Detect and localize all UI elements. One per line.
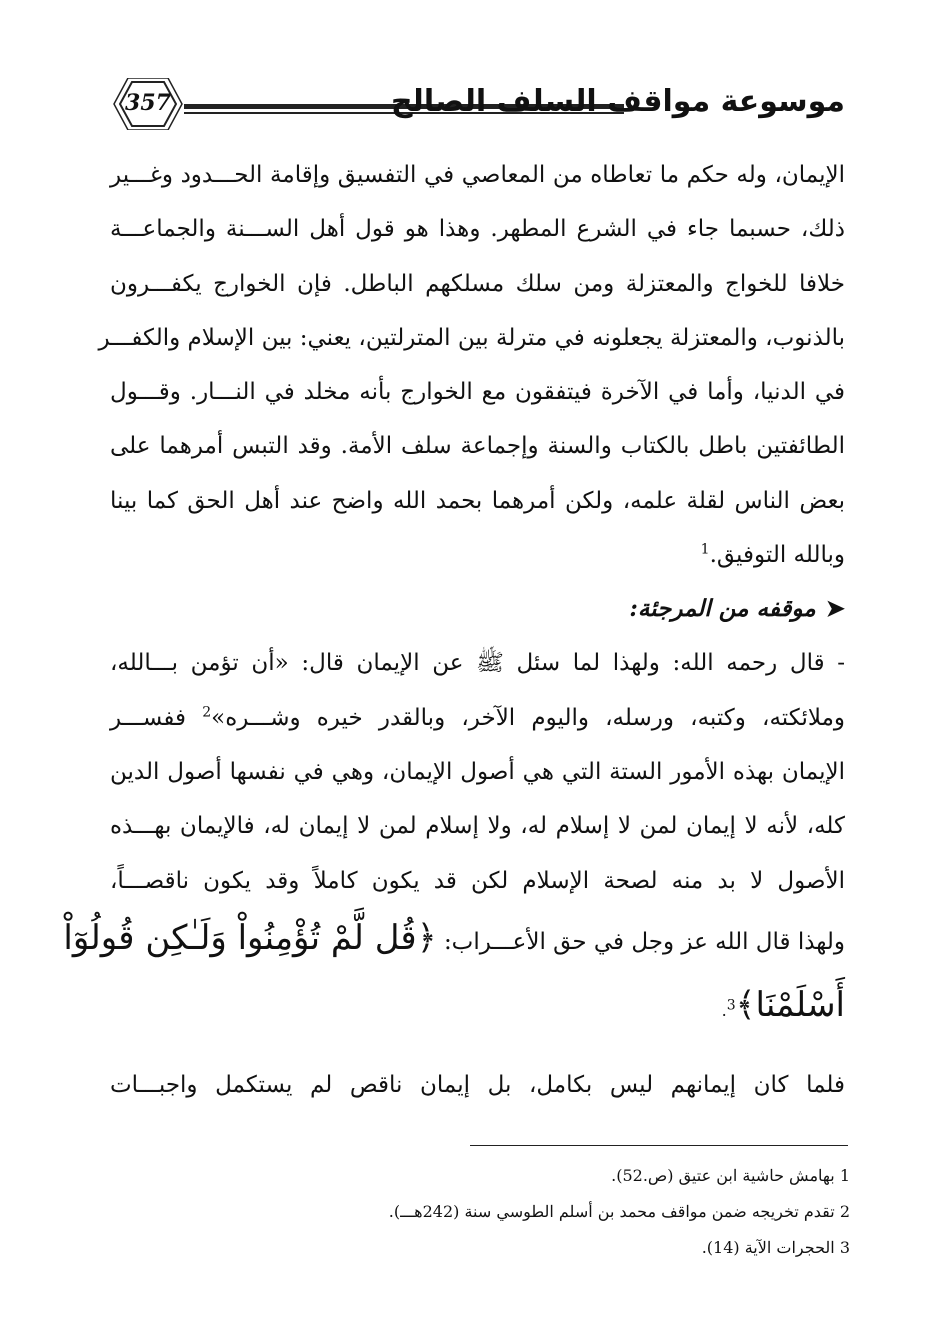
arrow-icon: ➤ [825,595,845,623]
footnotes [300,1158,850,1266]
text-segment: . [721,1000,727,1020]
footnote-divider [470,1145,848,1146]
page-header [110,70,845,140]
book-title: موسوعة مواقف السلف الصالح [390,84,845,119]
text-line: بالذنوب، والمعتزلة يجعلونه في مترلة بين المترلتين، يعني: بين الإسلام والكفـــر [98,324,845,351]
footnote: 1 بهامش حاشية ابن عتيق (ص.52). [611,1166,850,1185]
page-number-badge [110,78,186,130]
footnote-ref-3: 3 [726,997,736,1014]
paragraph-gap [110,1038,845,1058]
text-line: خلافا للخواج والمعتزلة ومن سلك مسلكهم الباطل. فإن الخوارج يكفـــرون [110,270,845,297]
text-line: ذلك، حسبما جاء في الشرع المطهر. وهذا هو قول أهل الســـنة والجماعـــة [110,216,845,243]
footnote: 2 تقدم تخريجه ضمن مواقف محمد بن أسلم الطوسي سنة (242هـــ). [388,1202,850,1221]
text-line: في الدنيا، وأما في الآخرة فيتفقون مع الخوارج بأنه مخلد في النـــار. وقـــول [110,379,845,406]
text-line [110,691,845,745]
main-text [63,148,845,1112]
page-number: 357 [125,90,171,116]
text-line: بعض الناس لقلة علمه، ولكن أمرهما بحمد الله واضح عند أهل الحق كما بينا [110,487,845,514]
text-segment: وملائكته، وكتبه، ورسله، واليوم الآخر، وبالقدر خيره وشـــره» [211,704,845,731]
text-line: الإيمان بهذه الأمور الستة التي هي أصول الإيمان، وهي في نفسها أصول الدين [110,758,845,785]
quran-verse: ﴿قُل لَّمْ تُؤْمِنُواْ وَلَـٰكِن قُولُوٓاْ [63,917,437,958]
text-line: الطائفتين باطل بالكتاب والسنة وإجماعة سلف الأمة. وقد التبس أمرهما على [110,433,845,460]
quran-line [63,908,845,972]
text-line: الإيمان، وله حكم ما تعاطاه من المعاصي في التفسيق وإقامة الحـــدود وغـــير [110,162,845,188]
footnote: 3 الحجرات الآية (14). [701,1238,850,1257]
quran-verse: أَسْلَمْنَا﴾ [735,984,845,1025]
footnote-ref-1: 1 [700,541,710,558]
text-segment: ولهذا قال الله عز وجل في حق الأعـــراب: [443,928,845,955]
footnote-ref-2: 2 [202,704,212,721]
section-heading [110,582,845,636]
text-line [110,528,845,582]
text-segment: وبالله التوفيق. [709,542,845,569]
heading-text: موقفه من المرجئة: [629,595,816,623]
quran-line [110,972,845,1038]
text-line: - قال رحمه الله: ولهذا لما سئل ﷺ عن الإيمان قال: «أن تؤمن بـــالله، [110,650,845,677]
text-line: كله، لأنه لا إيمان لمن لا إسلام له، ولا إسلام لمن لا إيمان له، فالإيمان بهـــذه [110,813,845,840]
text-line: الأصول لا بد منه لصحة الإسلام لكن قد يكون كاملاً وقد يكون ناقصـــاً، [110,867,845,894]
text-line: فلما كان إيمانهم ليس بكامل، بل إيمان ناقص لم يستكمل واجبـــات [110,1071,845,1098]
text-segment: ففســـر [110,704,187,731]
